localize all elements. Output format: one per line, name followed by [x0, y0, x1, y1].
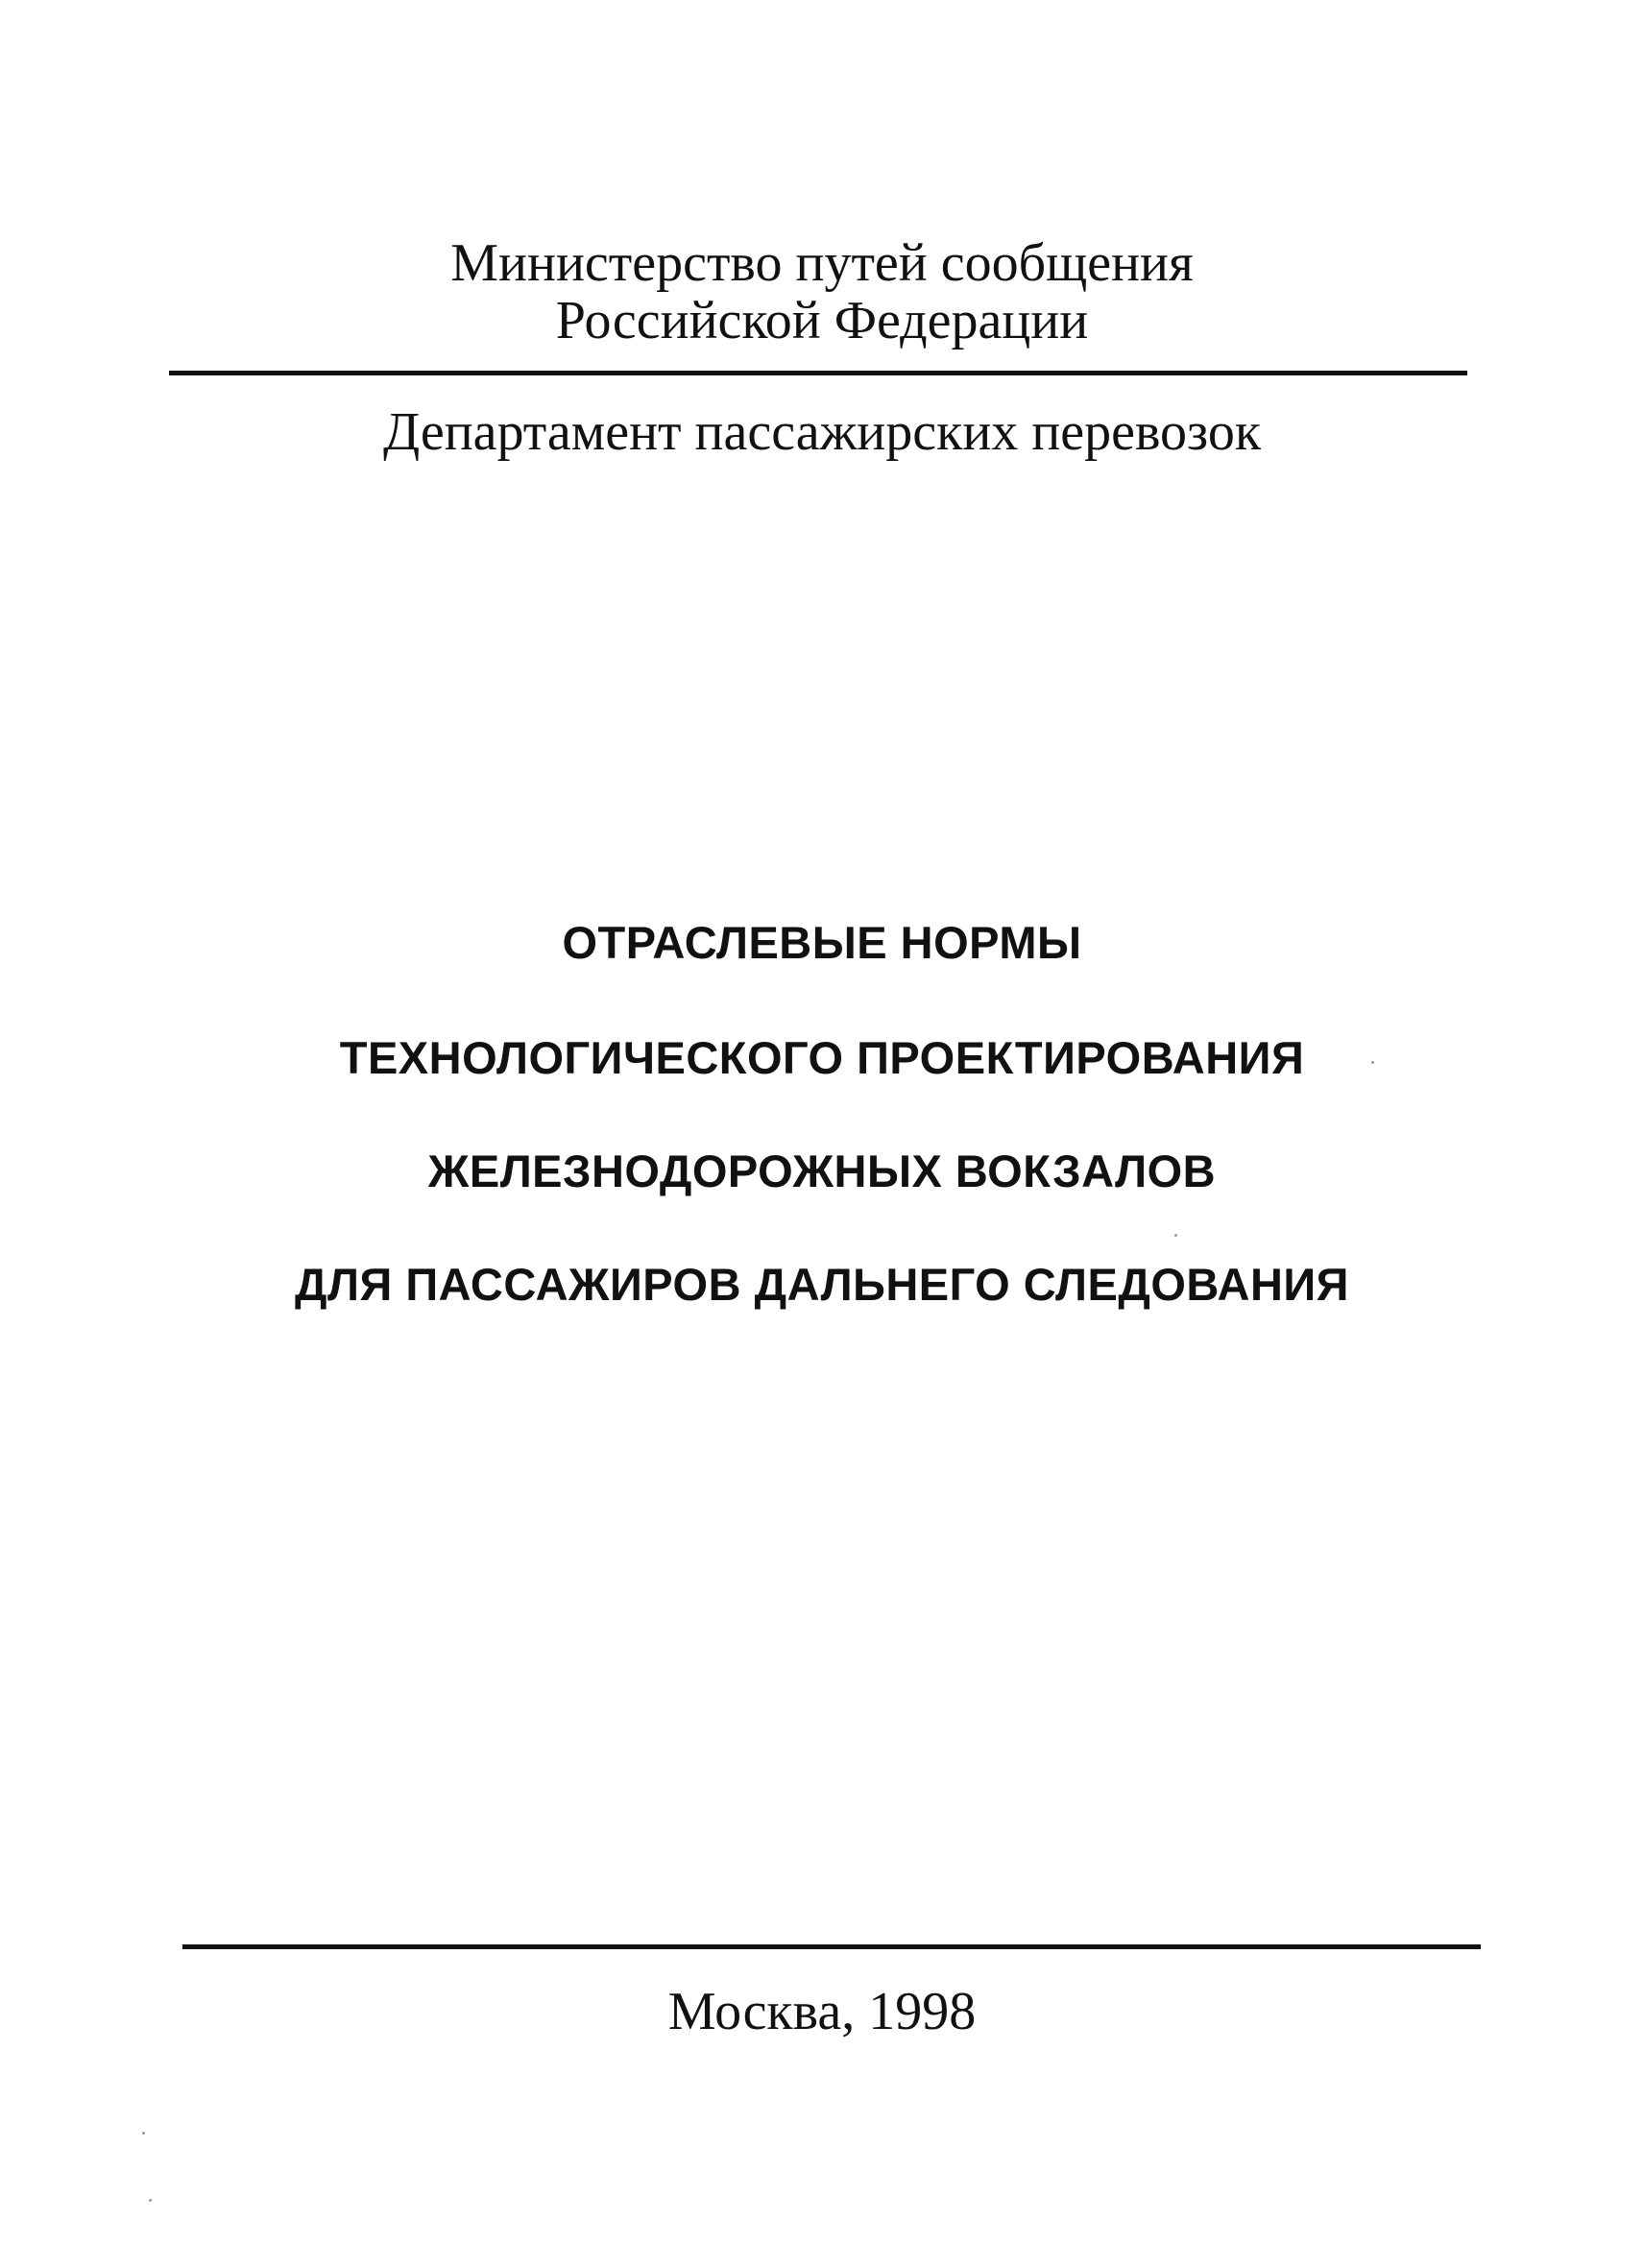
header-divider [169, 371, 1467, 375]
document-title-line1: ОТРАСЛЕВЫЕ НОРМЫ [562, 917, 1082, 968]
department-name: Департамент пассажирских перевозок [382, 402, 1262, 462]
document-title-line3: ЖЕЛЕЗНОДОРОЖНЫХ ВОКЗАЛОВ [427, 1146, 1217, 1196]
publication-place-year: Москва, 1998 [667, 1982, 977, 2041]
ministry-name-line2: Российской Федерации [555, 291, 1089, 350]
scan-speck [1174, 1234, 1177, 1237]
scan-speck [1371, 1061, 1374, 1064]
document-title-line4: ДЛЯ ПАССАЖИРОВ ДАЛЬНЕГО СЛЕДОВАНИЯ [295, 1259, 1349, 1310]
scan-speck [149, 2199, 152, 2202]
scan-speck [142, 2132, 145, 2135]
footer-divider [182, 1944, 1481, 1949]
ministry-name-line1: Министерство путей сообщения [450, 233, 1194, 293]
document-title-line2: ТЕХНОЛОГИЧЕСКОГО ПРОЕКТИРОВАНИЯ [339, 1032, 1305, 1083]
